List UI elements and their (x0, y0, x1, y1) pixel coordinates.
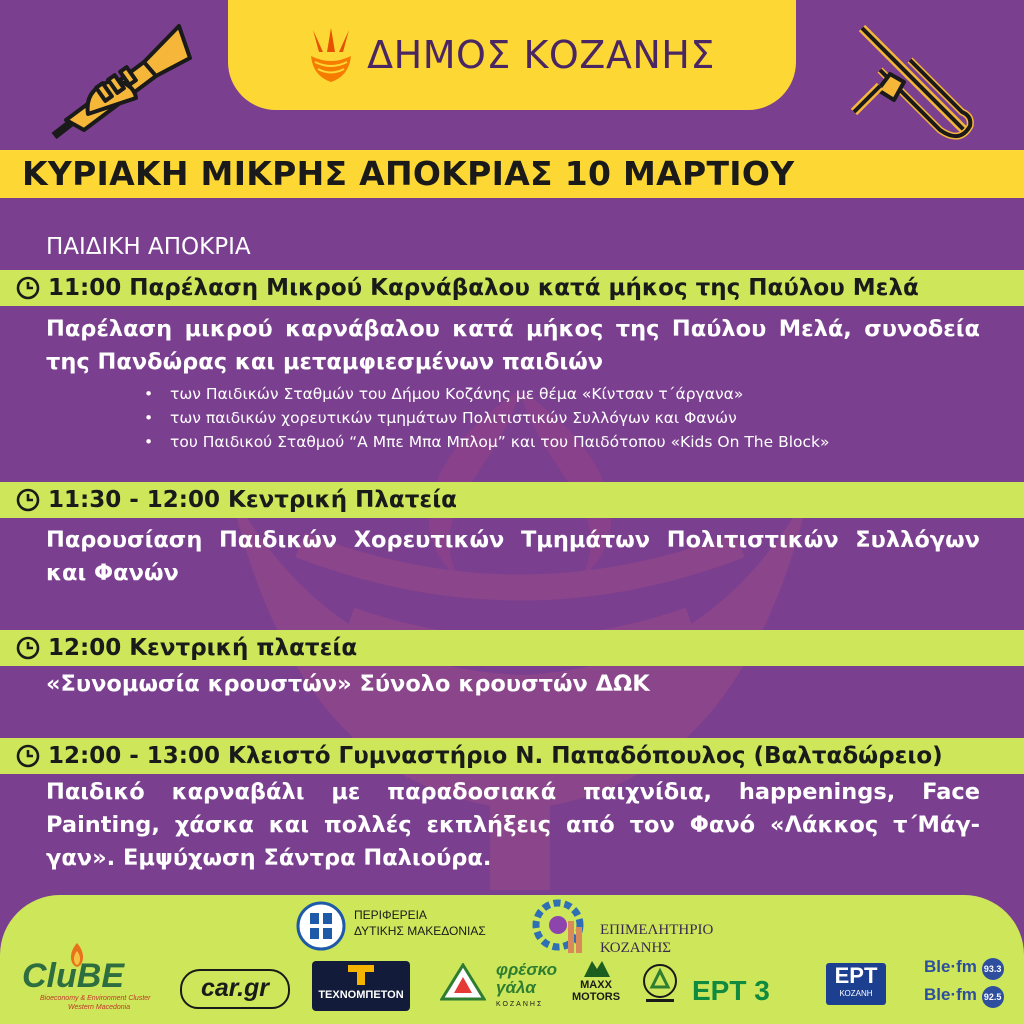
clube-subtitle-2: Western Macedonia (68, 1004, 131, 1011)
trombone-icon (850, 20, 980, 150)
event-title: 11:30 - 12:00 Κεντρική Πλατεία (48, 487, 457, 513)
blefm-logo-2: Ble·fm 92.5 (924, 985, 1004, 1008)
market-triangle-icon (440, 963, 486, 1001)
ert3-logo: ΕΡΤ 3 (692, 975, 770, 1006)
clock-icon (16, 636, 40, 660)
section-heading: ΠΑΙΔΙΚΗ ΑΠΟΚΡΙΑ (46, 234, 251, 260)
event-title: 12:00 - 13:00 Κλειστό Γυμναστήριο Ν. Παπαδόπουλος (Βαλταδώρειο) (48, 743, 943, 769)
recycling-icon (636, 959, 684, 1007)
clube-logo: CluBE (22, 957, 124, 995)
event-description: Παρέλαση μικρού καρνάβαλου κατά μήκος της Παύλου Μελά, συνοδεία της Πανδώρας και μεταμφιεσμένων παιδιών (46, 316, 980, 375)
cargr-logo: car.gr (180, 969, 290, 1009)
chamber-logo-text: ΕΠΙΜΕΛΗΤΗΡΙΟ ΚΟΖΑΝΗΣ (600, 922, 714, 956)
event-bar-2 (0, 482, 1024, 518)
list-item: • των παιδικών χορευτικών τμημάτων Πολιτιστικών Συλλόγων και Φανών (144, 406, 829, 430)
event-bar-3 (0, 630, 1024, 666)
technobeton-logo: ΤΕΧΝΟΜΠΕΤΟΝ (312, 961, 410, 1011)
trumpet-icon (44, 18, 194, 148)
maxx-motors-mark-icon (582, 959, 612, 977)
chamber-gear-icon (528, 897, 594, 957)
event-title: 12:00 Κεντρική πλατεία (48, 635, 358, 661)
clock-icon (16, 488, 40, 512)
clock-icon (16, 744, 40, 768)
region-emblem-icon (296, 901, 346, 951)
fresh-milk-logo: φρέσκο γάλα (496, 960, 558, 997)
header-tab (228, 0, 796, 110)
technobeton-mark-icon (348, 965, 374, 985)
municipality-logo-icon (309, 26, 353, 84)
sponsor-footer (0, 895, 1024, 1024)
maxx-motors-logo: MAXX MOTORS (572, 979, 621, 1003)
event-description: Παρουσίαση Παιδικών Χορευτικών Τμημάτων Πολιτιστικών Συλλόγων και Φανών (46, 527, 980, 586)
clock-icon (16, 276, 40, 300)
list-item: • των Παιδικών Σταθμών του Δήμου Κοζάνης με θέμα «Κίντσαν τ΄άργανα» (144, 382, 829, 406)
blefm-logo-1: Ble·fm 93.3 (924, 957, 1004, 980)
fresh-milk-subtitle: ΚΟΖΑΝΗΣ (496, 1001, 544, 1008)
event-bar-1 (0, 270, 1024, 306)
event-description: Παιδικό καρναβάλι με παραδοσιακά παιχνίδια, happenings, Face Painting, χάσκα και πολλές εκπλήξεις από τον Φανό «Λάκκος τ΄Μάγ-γαν». Εμψύχωση Σάντρα Παλιούρα. (46, 779, 980, 871)
org-name: ΔΗΜΟΣ ΚΟΖΑΝΗΣ (367, 33, 715, 77)
region-logo-text: ΠΕΡΙΦΕΡΕΙΑ ΔΥΤΙΚΗΣ ΜΑΚΕΔΟΝΙΑΣ (354, 908, 486, 938)
event-bullet-list (144, 382, 829, 454)
event-description: «Συνομωσία κρουστών» Σύνολο κρουστών ΔΩΚ (46, 671, 650, 697)
clube-subtitle: Bioeconomy & Environment Cluster (40, 995, 151, 1002)
list-item: • του Παιδικού Σταθμού “Α Μπε Μπα Μπλομ” και του Παιδότοπου «Kids On The Block» (144, 430, 829, 454)
event-title-banner: ΚΥΡΙΑΚΗ ΜΙΚΡΗΣ ΑΠΟΚΡΙΑΣ 10 ΜΑΡΤΙΟΥ (0, 150, 1024, 198)
event-title: 11:00 Παρέλαση Μικρού Καρνάβαλου κατά μήκος της Παύλου Μελά (48, 275, 919, 301)
event-bar-4 (0, 738, 1024, 774)
ert-kozani-logo: ΕΡΤ ΚΟΖΑΝΗ (826, 963, 886, 1005)
